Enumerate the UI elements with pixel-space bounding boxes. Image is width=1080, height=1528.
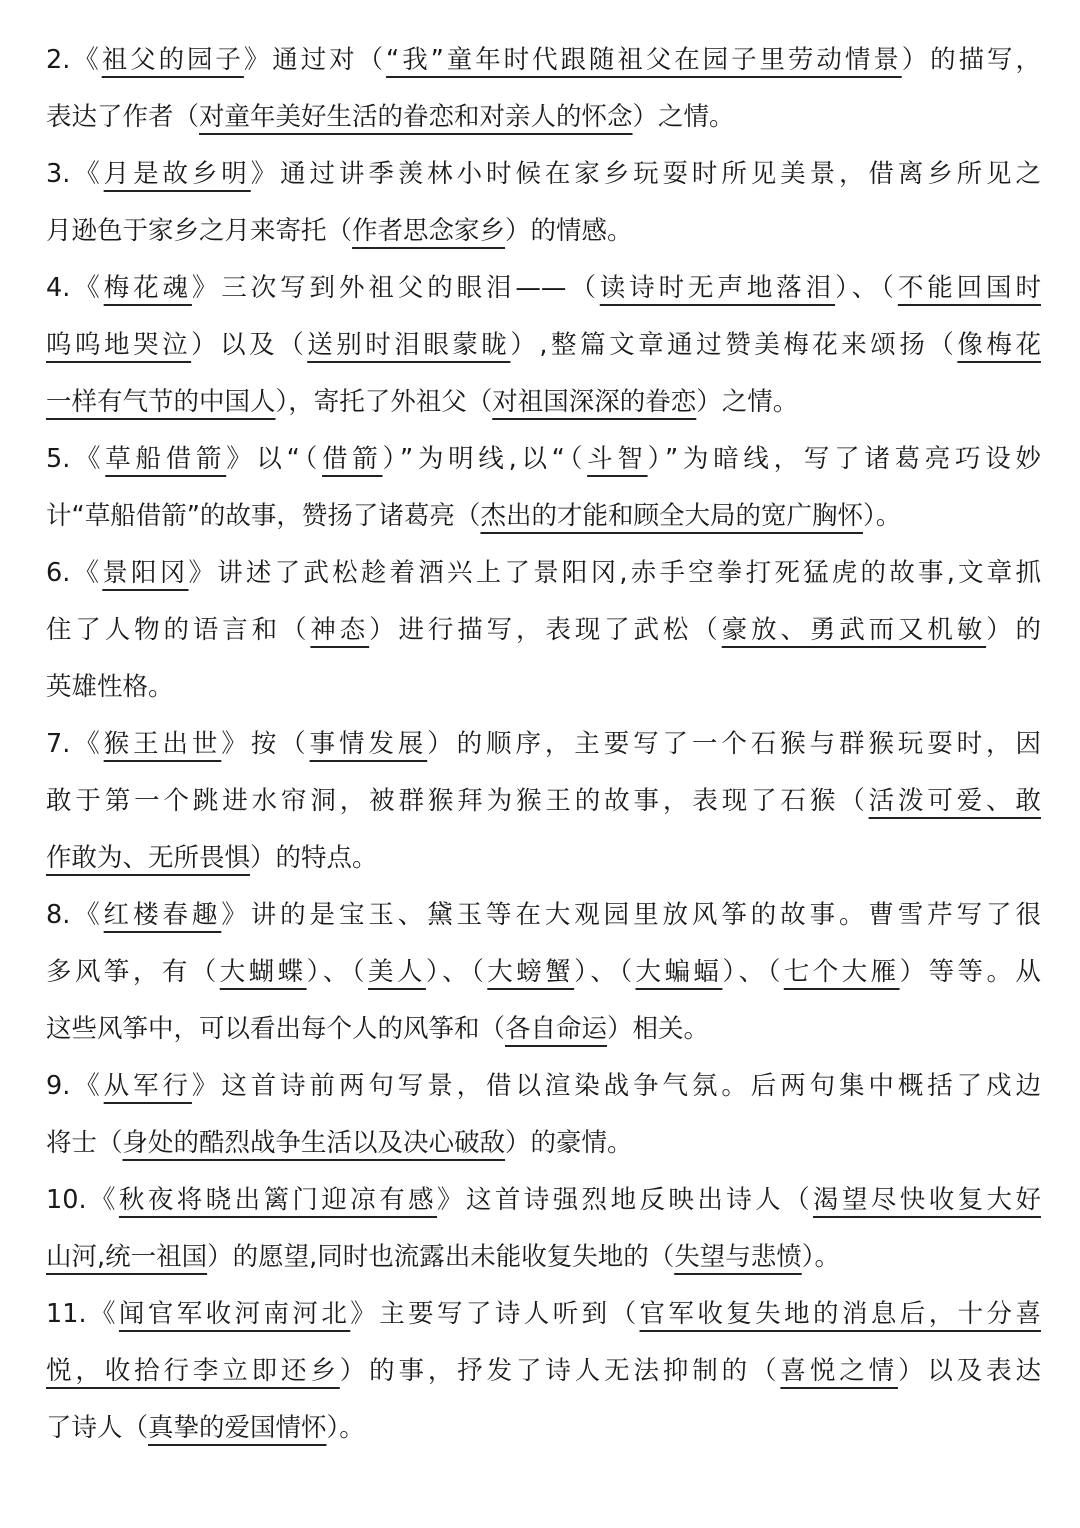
text-line xyxy=(46,439,1041,496)
text-fragment: 表达了作者（ xyxy=(46,102,200,132)
summary-item xyxy=(46,268,1041,439)
text-fragment: ）、（ xyxy=(425,957,488,987)
text-fragment: 》按（ xyxy=(221,729,310,759)
text-fragment: ）的豪情。 xyxy=(505,1128,633,1158)
answer-underlined: 大蝙蝠 xyxy=(635,957,723,987)
text-fragment: 5.《 xyxy=(46,444,106,474)
answer-underlined: 草船借箭 xyxy=(105,444,227,474)
text-fragment: 》通过讲季羡林小时候在家乡玩耍时所见美景，借离乡所见之 xyxy=(250,159,1041,189)
summary-item xyxy=(46,553,1041,724)
text-line xyxy=(46,1408,1041,1465)
answer-underlined: 七个大雁 xyxy=(783,957,900,987)
answer-underlined: “我”童年时代跟随祖父在园子里劳动情景 xyxy=(386,45,902,75)
answer-underlined: 月是故乡明 xyxy=(103,159,251,189)
text-line xyxy=(46,1294,1041,1351)
text-fragment: ）。 xyxy=(862,501,902,531)
answer-underlined: 喜悦之情 xyxy=(780,1356,898,1386)
answer-underlined: 大螃蟹 xyxy=(487,957,575,987)
text-fragment: 9.《 xyxy=(46,1071,104,1101)
answer-underlined: 秋夜将晓出篱门迎凉有感 xyxy=(118,1185,438,1215)
text-line xyxy=(46,325,1041,382)
text-fragment: ）以及（ xyxy=(191,330,308,360)
text-fragment: 》讲述了武松趁着酒兴上了景阳冈,赤手空拳打死猛虎的故事,文章抓 xyxy=(188,558,1041,588)
text-fragment: ）、（ xyxy=(835,273,898,303)
text-line xyxy=(46,1351,1041,1408)
answer-underlined: 活泼可爱、敢 xyxy=(868,786,1041,816)
answer-underlined: 作敢为、无所畏惧 xyxy=(46,843,251,873)
answer-underlined: 对祖国深深的眷恋 xyxy=(492,387,697,417)
answer-underlined: 美人 xyxy=(367,957,426,987)
text-line xyxy=(46,40,1041,97)
answer-underlined: 杰出的才能和顾全大局的宽广胸怀 xyxy=(480,501,863,531)
text-fragment: ）。 xyxy=(326,1413,365,1443)
text-fragment: ）的事，抒发了诗人无法抑制的（ xyxy=(339,1356,781,1386)
answer-underlined: 闻官军收河南河北 xyxy=(118,1299,351,1329)
answer-underlined: 官军收复失地的消息后，十分喜 xyxy=(639,1299,1041,1329)
text-fragment: 英雄性格。 xyxy=(46,672,174,702)
text-fragment: 》三次写到外祖父的眼泪——（ xyxy=(191,273,600,303)
answer-underlined: 景阳冈 xyxy=(102,558,189,588)
text-fragment: ）相关。 xyxy=(607,1014,710,1044)
text-fragment: ）的描写， xyxy=(901,45,1041,75)
text-fragment: ）的愿望,同时也流露出未能收复失地的（ xyxy=(207,1242,675,1272)
text-line xyxy=(46,781,1041,838)
text-fragment: ）。 xyxy=(801,1242,840,1272)
answer-underlined: 斗智 xyxy=(587,444,648,474)
text-fragment: 这些风筝中，可以看出每个人的风筝和（ xyxy=(46,1014,506,1044)
text-fragment: 8.《 xyxy=(46,900,104,930)
text-fragment: ），寄托了外祖父（ xyxy=(275,387,493,417)
text-fragment: 了诗人（ xyxy=(46,1413,149,1443)
summary-item xyxy=(46,1294,1041,1465)
answer-underlined: 一样有气节的中国人 xyxy=(46,387,276,417)
text-fragment: 》主要写了诗人听到（ xyxy=(350,1299,640,1329)
text-line xyxy=(46,1009,1041,1066)
text-line xyxy=(46,382,1041,439)
text-fragment: ）之情。 xyxy=(632,102,735,132)
text-line xyxy=(46,952,1041,1009)
text-fragment: ）”为暗线，写了诸葛亮巧设妙 xyxy=(647,444,1041,474)
text-line xyxy=(46,1066,1041,1123)
text-fragment: ）进行描写，表现了武松（ xyxy=(369,615,722,645)
text-line xyxy=(46,1180,1041,1237)
answer-underlined: 对童年美好生活的眷恋和对亲人的怀念 xyxy=(199,102,633,132)
answer-underlined: 身处的酷烈战争生活以及决心破敌 xyxy=(122,1128,506,1158)
text-line xyxy=(46,1237,1041,1294)
answer-underlined: 事情发展 xyxy=(309,729,428,759)
answer-underlined: 大蝴蝶 xyxy=(219,957,307,987)
summary-item xyxy=(46,724,1041,895)
text-line xyxy=(46,610,1041,667)
answer-underlined: 作者思念家乡 xyxy=(352,216,506,246)
text-fragment: ）的情感。 xyxy=(505,216,633,246)
summary-item xyxy=(46,439,1041,553)
answer-underlined: 各自命运 xyxy=(505,1014,608,1044)
text-line xyxy=(46,97,1041,154)
text-fragment: 4.《 xyxy=(46,273,104,303)
text-fragment: 将士（ xyxy=(46,1128,123,1158)
text-fragment: 》通过对（ xyxy=(243,45,387,75)
summary-item xyxy=(46,895,1041,1066)
text-fragment: 敢于第一个跳进水帘洞，被群猴拜为猴王的故事，表现了石猴（ xyxy=(46,786,869,816)
answer-underlined: 失望与悲愤 xyxy=(674,1242,802,1272)
text-fragment: 2.《 xyxy=(46,45,102,75)
summary-item xyxy=(46,1180,1041,1294)
answer-underlined: 神态 xyxy=(310,615,370,645)
text-fragment: ）的特点。 xyxy=(250,843,378,873)
answer-underlined: 山河,统一祖国 xyxy=(46,1242,208,1272)
answer-underlined: 红楼春趣 xyxy=(103,900,222,930)
answer-underlined: 悦，收拾行李立即还乡 xyxy=(46,1356,340,1386)
answer-underlined: 豪放、勇武而又机敏 xyxy=(721,615,987,645)
text-fragment: 》以“（ xyxy=(226,444,323,474)
text-fragment: 》这首诗前两句写景，借以渲染战争气氛。后两句集中概括了戍边 xyxy=(191,1071,1041,1101)
text-line xyxy=(46,211,1041,268)
summary-item xyxy=(46,154,1041,268)
text-fragment: 3.《 xyxy=(46,159,104,189)
answer-underlined: 借箭 xyxy=(322,444,383,474)
answer-underlined: 渴望尽快收复大好 xyxy=(813,1185,1041,1215)
text-line xyxy=(46,895,1041,952)
answer-underlined: 读诗时无声地落泪 xyxy=(599,273,836,303)
text-fragment: ）、（ xyxy=(722,957,784,987)
text-line xyxy=(46,1123,1041,1180)
text-fragment: 计“草船借箭”的故事，赞扬了诸葛亮（ xyxy=(46,501,481,531)
text-fragment: 》讲的是宝玉、黛玉等在大观园里放风筝的故事。曹雪芹写了很 xyxy=(221,900,1041,930)
text-fragment: 6.《 xyxy=(46,558,103,588)
answer-underlined: 像梅花 xyxy=(957,330,1041,360)
text-fragment: ）的 xyxy=(986,615,1041,645)
summary-item xyxy=(46,40,1041,154)
text-fragment: 11.《 xyxy=(46,1299,119,1329)
answer-underlined: 呜呜地哭泣 xyxy=(46,330,192,360)
answer-underlined: 猴王出世 xyxy=(103,729,222,759)
answer-underlined: 从军行 xyxy=(103,1071,192,1101)
text-line xyxy=(46,496,1041,553)
text-fragment: ）以及表达 xyxy=(897,1356,1041,1386)
answer-underlined: 送别时泪眼蒙眬 xyxy=(307,330,511,360)
text-fragment: 月逊色于家乡之月来寄托（ xyxy=(46,216,353,246)
answer-underlined: 梅花魂 xyxy=(103,273,192,303)
text-fragment: 》这首诗强烈地反映出诗人（ xyxy=(437,1185,814,1215)
text-line xyxy=(46,553,1041,610)
text-fragment: ）、（ xyxy=(574,957,636,987)
text-fragment: ）、（ xyxy=(306,957,368,987)
text-line xyxy=(46,268,1041,325)
document-body xyxy=(46,40,1041,1465)
answer-underlined: 祖父的园子 xyxy=(101,45,244,75)
text-fragment: 住了人物的语言和（ xyxy=(46,615,311,645)
text-fragment: ）”为明线,以“（ xyxy=(382,444,588,474)
summary-item xyxy=(46,1066,1041,1180)
answer-underlined: 真挚的爱国情怀 xyxy=(148,1413,327,1443)
text-fragment: 多风筝，有（ xyxy=(46,957,220,987)
text-fragment: 10.《 xyxy=(46,1185,119,1215)
text-fragment: ）之情。 xyxy=(696,387,799,417)
text-line xyxy=(46,667,1041,724)
text-line xyxy=(46,838,1041,895)
text-line xyxy=(46,154,1041,211)
text-fragment: ）等等。从 xyxy=(899,957,1041,987)
text-fragment: ）,整篇文章通过赞美梅花来颂扬（ xyxy=(510,330,958,360)
text-fragment: ）的顺序，主要写了一个石猴与群猴玩耍时，因 xyxy=(427,729,1041,759)
answer-underlined: 不能回国时 xyxy=(897,273,1041,303)
text-line xyxy=(46,724,1041,781)
text-fragment: 7.《 xyxy=(46,729,104,759)
